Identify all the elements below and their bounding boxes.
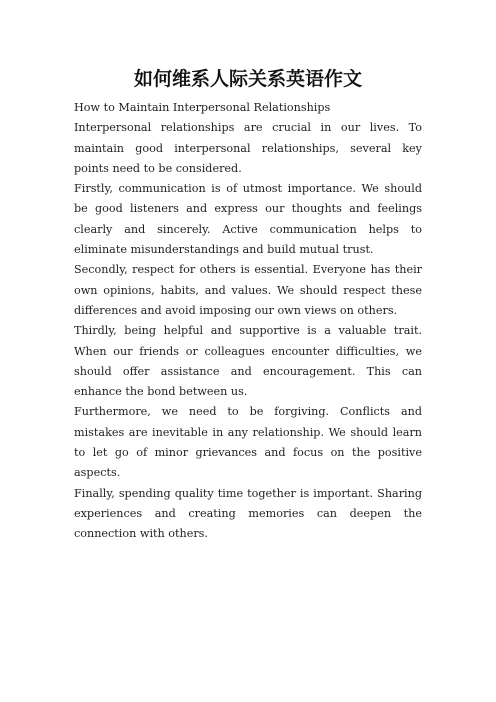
paragraph-communication: Firstly, communication is of utmost importance. We should be good listeners and express our thoughts and feelings clearly and sincerely. Active communication helps to eliminate misunderstandings and build mutual trust.: [74, 182, 422, 257]
paragraph-quality-time: Finally, spending quality time together is important. Sharing experiences and creating memories can deepen the connection with others.: [74, 486, 422, 541]
paragraph-helpful: Thirdly, being helpful and supportive is a valuable trait. When our friends or colleagues encounter difficulties, we should offer assistance and encouragement. This can enhance the bond between us.: [74, 324, 422, 399]
essay-heading: How to Maintain Interpersonal Relationships: [74, 101, 331, 114]
document-title: 如何维系人际关系英语作文: [133, 68, 362, 90]
paragraph-forgiving: Furthermore, we need to be forgiving. Conflicts and mistakes are inevitable in any relationship. We should learn to let go of minor grievances and focus on the positive aspects.: [74, 405, 422, 480]
document-body: [74, 98, 422, 545]
paragraph-respect: Secondly, respect for others is essential. Everyone has their own opinions, habits, and values. We should respect these differences and avoid imposing our own views on others.: [74, 263, 422, 317]
paragraph-intro: Interpersonal relationships are crucial in our lives. To maintain good interpersonal relationships, several key points need to be considered.: [74, 121, 422, 175]
